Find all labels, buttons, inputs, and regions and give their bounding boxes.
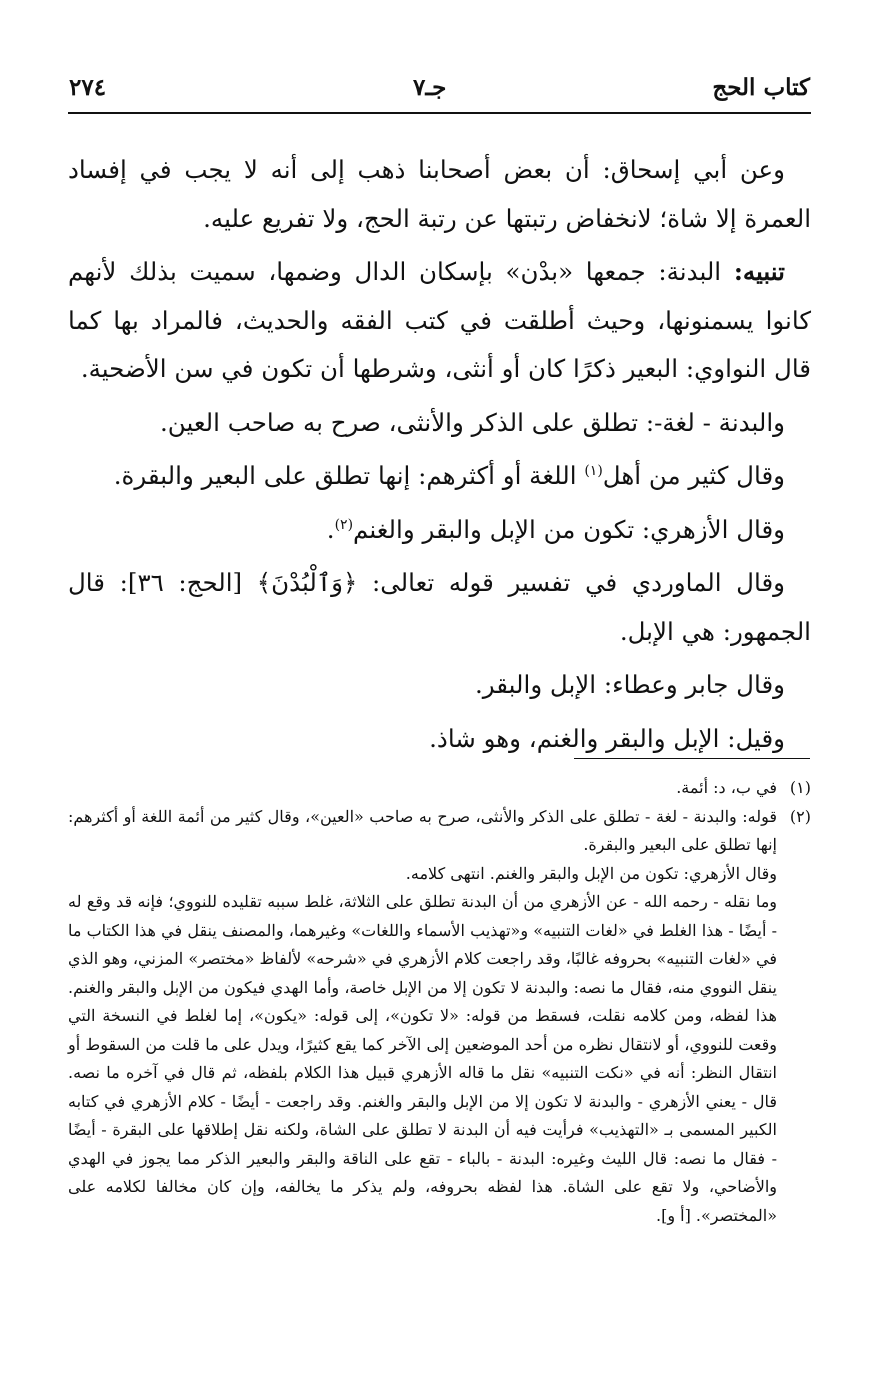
footnote bbox=[68, 774, 811, 803]
paragraph-text: اللغة أو أكثرهم: إنها تطلق على البعير والبقرة. bbox=[113, 461, 577, 490]
paragraph: وقيل: الإبل والبقر والغنم، وهو شاذ. bbox=[429, 723, 785, 753]
footnotes bbox=[68, 774, 811, 1230]
paragraph-text: وقال كثير من أهل bbox=[602, 461, 785, 490]
paragraph-end: . bbox=[326, 514, 335, 544]
running-header-title: كتاب الحج bbox=[712, 74, 810, 101]
footnote-text: وما نقله - رحمه الله - عن الأزهري من أن البدنة تطلق على الثلاثة، غلط سببه تقليده للنووي؛ فإنه قد وقع له - أيضًا - هذا الغلط في «لغات التنبيه» و«تهذيب الأسماء واللغات» وغيرهما، والمصنف ينقل في هذا الكتاب ما في «لغات التنبيه» بحروفه غالبًا، وقد راجعت كلام الأزهري في «شرحه» لألفاظ «مختصر» المزني، وهو الذي ينقل النووي منه، فقال ما نصه: والبدنة لا تكون إلا من الإبل خاصة، وأما الهدي فيكون من الإبل والبقر والغنم. هذا لفظه، ومن كلامه نقلت، فسقط من قوله: «لا تكون»، إلى قوله: «يكون»، إما لغلط في النسخة التي وقعت للنووي، أو لانتقال نظره من أحد الموضعين إلى الآخر كما يقع كثيرًا، ويدل على ما قلت من السقوط أو انتقال النظر: أنه في «نكت التنبيه» نقل ما قاله الأزهري قبيل هذا الكلام بلفظه، ثم قال في آخره ما نصه. قال - يعني الأزهري - والبدنة لا تكون إلا من الإبل والبقر والغنم. وقد راجعت - أيضًا - كلام الأزهري في كتابه الكبير المسمى بـ «التهذيب» فرأيت فيه أن البدنة لا تطلق على الشاة، ولكنه نقل إطلاقها على البقرة - أيضًا - فقال ما نصه: قال الليث وغيره: البدنة - بالباء - تقع على الناقة والبقر والبعير الذكر مما يجوز في الهدي والأضاحي، ولا تقع على الشاة. هذا لفظه بحروفه، ولم يذكر ما يخالفه، وإن كان مخالفا لكلامه على «المختصر». [أ و]. bbox=[68, 892, 778, 1225]
footnote-separator bbox=[574, 758, 810, 759]
footnote-body bbox=[68, 774, 777, 803]
paragraph bbox=[68, 248, 811, 394]
page-number: ٢٧٤ bbox=[69, 74, 107, 101]
paragraph: وعن أبي إسحاق: أن بعض أصحابنا ذهب إلى أنه لا يجب في إفساد العمرة إلا شاة؛ لانخفاض رتبتها عن رتبة الحج، ولا تفريع عليه. bbox=[68, 155, 811, 233]
paragraph: وقال جابر وعطاء: الإبل والبقر. bbox=[474, 670, 785, 699]
footnote-number: (١) bbox=[789, 778, 811, 797]
footnote-ref[interactable]: (١) bbox=[584, 462, 603, 479]
volume-label: جـ٧ bbox=[413, 74, 447, 101]
note-label: تنبيه: bbox=[733, 257, 785, 286]
paragraph: وقال الماوردي في تفسير قوله تعالى: ﴿وَٱلْبُدْنَ﴾ [الحج: ٣٦]: قال الجمهور: هي الإبل. bbox=[68, 568, 811, 646]
footnote-text: وقال الأزهري: تكون من الإبل والبقر والغنم. انتهى كلامه. bbox=[405, 863, 777, 883]
header-rule bbox=[68, 112, 811, 114]
footnote-ref[interactable]: (٢) bbox=[334, 516, 354, 533]
paragraph-text: البدنة: جمعها «بدْن» بإسكان الدال وضمها، سميت بذلك لأنهم كانوا يسمنونها، وحيث أطلقت في كتب الفقه والحديث، فالمراد بها كما قال النواوي: البعير ذكرًا كان أو أنثى، وشرطها أن تكون في سن الأضحية. bbox=[68, 257, 811, 383]
paragraph-text: وقال الأزهري: تكون من الإبل والبقر والغنم bbox=[353, 514, 785, 544]
footnote bbox=[68, 803, 811, 1231]
paragraph bbox=[68, 452, 811, 501]
main-text bbox=[68, 146, 811, 763]
footnote-body bbox=[68, 803, 777, 1231]
paragraph: والبدنة - لغة-: تطلق على الذكر والأنثى، صرح به صاحب العين. bbox=[160, 407, 785, 437]
paragraph bbox=[68, 506, 811, 555]
footnote-text: قوله: والبدنة - لغة - تطلق على الذكر والأنثى، صرح به صاحب «العين»، وقال كثير من أئمة اللغة أو أكثرهم: إنها تطلق على البعير والبقرة. bbox=[68, 806, 777, 854]
footnote-text: في ب، د: أئمة. bbox=[676, 778, 777, 797]
footnote-number: (٢) bbox=[789, 806, 811, 826]
